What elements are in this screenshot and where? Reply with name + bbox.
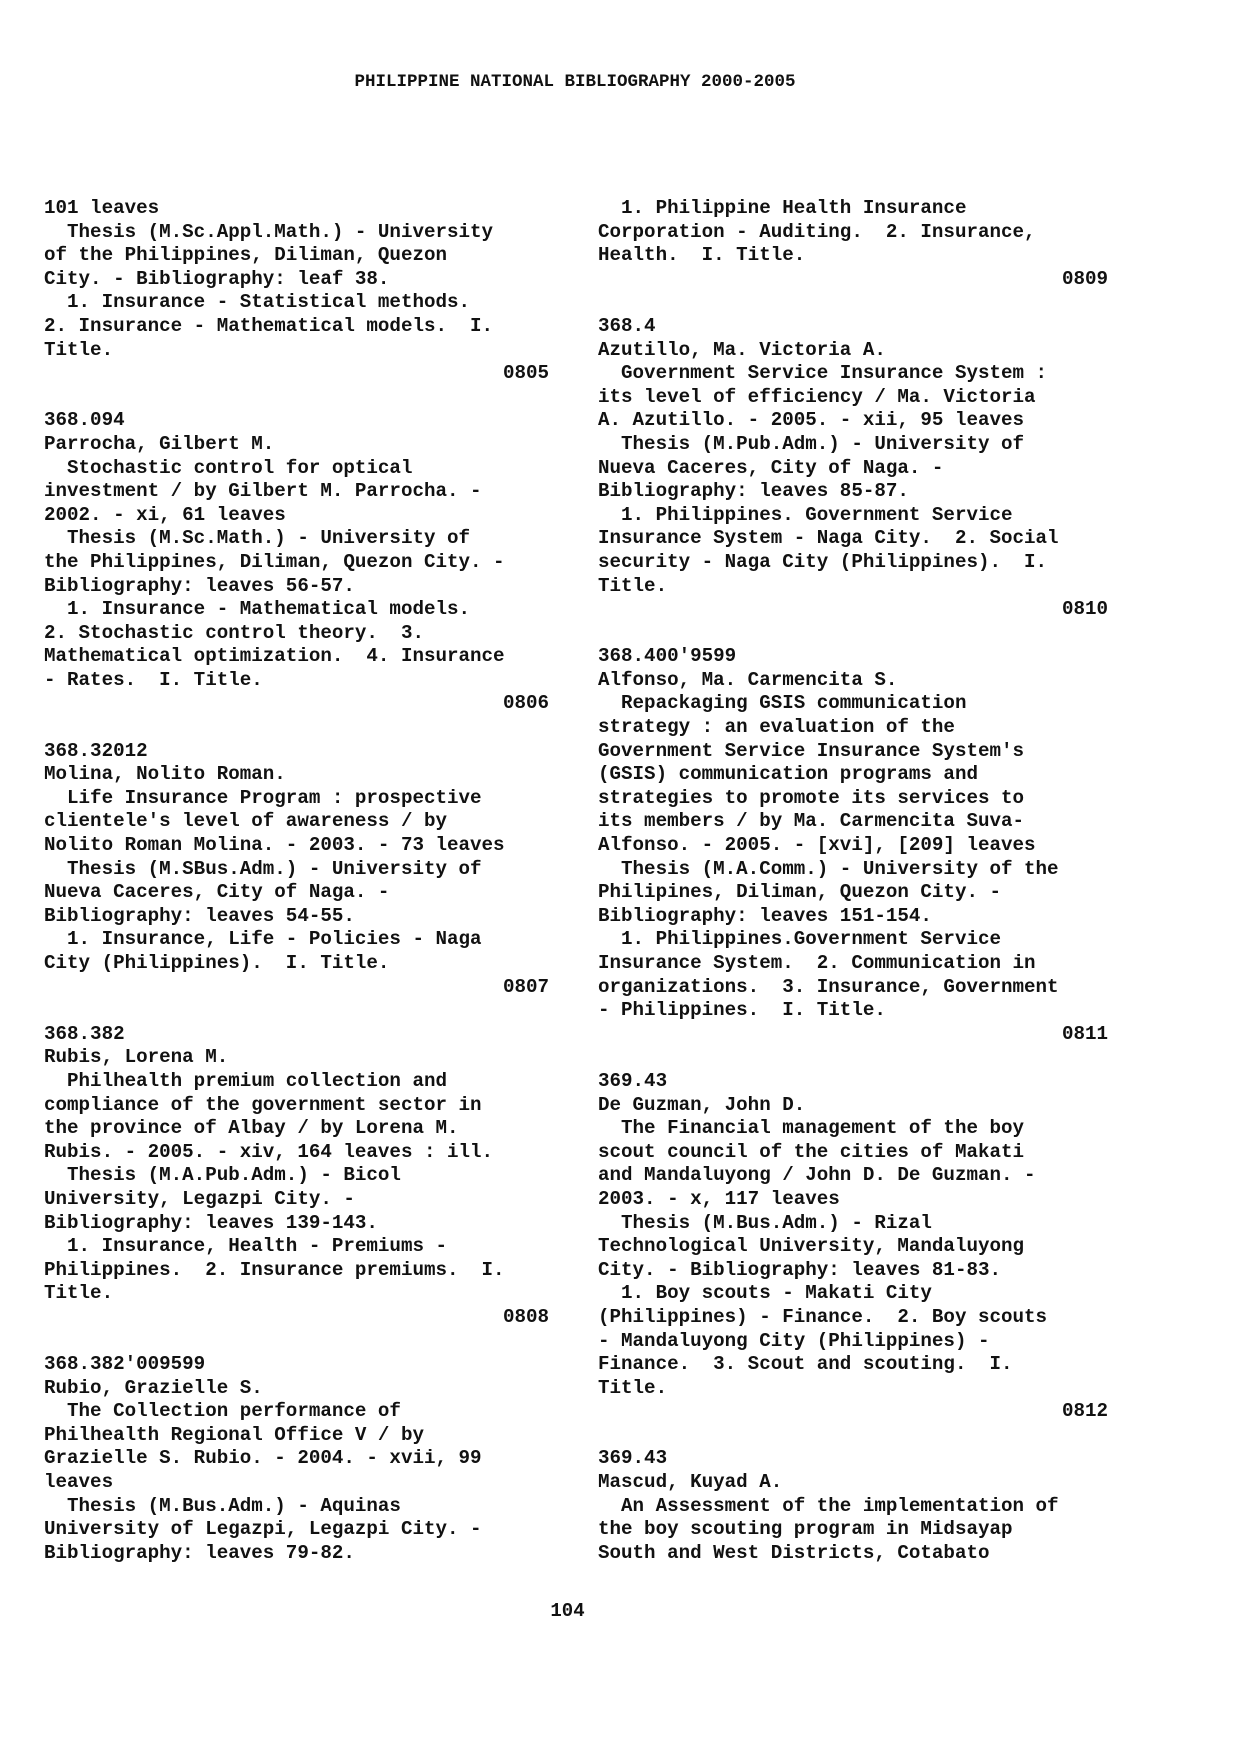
page-number: 104 bbox=[550, 1600, 585, 1622]
entry-spacer bbox=[598, 291, 1108, 315]
entry-spacer bbox=[598, 622, 1108, 646]
entry-line: Bibliography: leaves 54-55. bbox=[44, 904, 355, 927]
entry-line: The Financial management of the boy bbox=[598, 1117, 1025, 1140]
entry-line: - Rates. I. Title. bbox=[44, 668, 263, 691]
entry-line: 2002. - xi, 61 leaves bbox=[44, 503, 286, 526]
entry-line: Philhealth premium collection and bbox=[44, 1069, 448, 1092]
entry-line: Thesis (M.Sc.Appl.Math.) - University bbox=[44, 220, 494, 243]
entry-line: Nueva Caceres, City of Naga. - bbox=[44, 881, 390, 904]
entry-line: De Guzman, John D. bbox=[598, 1093, 806, 1116]
entry-spacer bbox=[44, 1330, 549, 1354]
entry-line: Alfonso, Ma. Carmencita S. bbox=[598, 668, 898, 691]
entry-spacer bbox=[598, 1046, 1108, 1070]
entry-line: 1. Insurance - Statistical methods. bbox=[44, 291, 471, 314]
entry-line: Government Service Insurance System : bbox=[598, 362, 1048, 385]
entry-line: Nueva Caceres, City of Naga. - bbox=[598, 456, 944, 479]
entry-line: 1. Insurance, Life - Policies - Naga bbox=[44, 928, 482, 951]
entry-line: 368.382 bbox=[44, 1022, 125, 1045]
left-column bbox=[44, 197, 549, 1565]
entry-line: 368.400'9599 bbox=[598, 645, 737, 668]
entry-line: City (Philippines). I. Title. bbox=[44, 952, 390, 974]
entry-line: - Mandaluyong City (Philippines) - bbox=[598, 1329, 990, 1352]
entry-line: Bibliography: leaves 139-143. bbox=[44, 1211, 378, 1234]
entry-line: 368.382'009599 bbox=[44, 1353, 206, 1376]
entry-line: the Philippines, Diliman, Quezon City. - bbox=[44, 550, 505, 573]
entry-line: Mascud, Kuyad A. bbox=[598, 1471, 783, 1494]
bibliography-entry bbox=[598, 197, 1108, 291]
entry-line: Nolito Roman Molina. - 2003. - 73 leaves bbox=[44, 834, 505, 857]
entry-line: The Collection performance of bbox=[44, 1400, 401, 1423]
entry-line: Thesis (M.Pub.Adm.) - University of bbox=[598, 432, 1025, 455]
entry-line: - Philippines. I. Title. bbox=[598, 999, 886, 1022]
entry-spacer bbox=[44, 386, 549, 410]
bibliography-entry bbox=[44, 197, 549, 386]
entry-line: Repackaging GSIS communication bbox=[598, 692, 967, 715]
entry-line: Insurance System. 2. Communication in bbox=[598, 952, 1036, 974]
entry-number: 0806 bbox=[502, 692, 549, 715]
entry-line: Rubis, Lorena M. bbox=[44, 1046, 229, 1069]
right-column bbox=[598, 197, 1108, 1565]
entry-line: 1. Boy scouts - Makati City bbox=[598, 1282, 932, 1305]
entry-line: Thesis (M.A.Pub.Adm.) - Bicol bbox=[44, 1164, 401, 1187]
entry-line: Finance. 3. Scout and scouting. I. bbox=[598, 1353, 1013, 1376]
entry-line: Rubio, Grazielle S. bbox=[44, 1376, 263, 1399]
entry-line: Thesis (M.SBus.Adm.) - University of bbox=[44, 857, 482, 880]
bibliography-entry bbox=[44, 740, 549, 1000]
entry-line: 1. Philippine Health Insurance bbox=[598, 197, 967, 219]
entry-line: Philipines, Diliman, Quezon City. - bbox=[598, 881, 1002, 904]
entry-line: Bibliography: leaves 56-57. bbox=[44, 574, 355, 597]
entry-line: its members / by Ma. Carmencita Suva- bbox=[598, 810, 1025, 833]
entry-line: the boy scouting program in Midsayap bbox=[598, 1518, 1013, 1541]
entry-spacer bbox=[44, 716, 549, 740]
entry-line: Title. bbox=[598, 1376, 668, 1399]
entry-number: 0809 bbox=[1061, 267, 1108, 290]
entry-number: 0812 bbox=[1061, 1400, 1108, 1423]
entry-line: strategy : an evaluation of the bbox=[598, 716, 955, 739]
entry-line: compliance of the government sector in bbox=[44, 1093, 482, 1116]
entry-line: clientele's level of awareness / by bbox=[44, 810, 448, 833]
entry-line: South and West Districts, Cotabato bbox=[598, 1541, 990, 1564]
entry-line: Insurance System - Naga City. 2. Social bbox=[598, 527, 1059, 550]
entry-line: Thesis (M.Bus.Adm.) - Aquinas bbox=[44, 1494, 401, 1517]
bibliography-entry bbox=[44, 1023, 549, 1330]
entry-number: 0807 bbox=[502, 975, 549, 998]
entry-line: leaves bbox=[44, 1471, 114, 1494]
entry-line: Molina, Nolito Roman. bbox=[44, 763, 286, 786]
entry-line: the province of Albay / by Lorena M. bbox=[44, 1117, 459, 1140]
entry-line: Thesis (M.A.Comm.) - University of the bbox=[598, 857, 1059, 880]
bibliography-entry bbox=[598, 1070, 1108, 1424]
bibliography-entry bbox=[598, 315, 1108, 622]
entry-line: of the Philippines, Diliman, Quezon bbox=[44, 244, 448, 267]
entry-line: Rubis. - 2005. - xiv, 164 leaves : ill. bbox=[44, 1140, 494, 1163]
entry-line: 2. Insurance - Mathematical models. I. bbox=[44, 314, 494, 337]
entry-line: 2. Stochastic control theory. 3. bbox=[44, 621, 424, 644]
entry-number: 0811 bbox=[1061, 1022, 1108, 1045]
entry-line: Government Service Insurance System's bbox=[598, 739, 1025, 762]
entry-line: Corporation - Auditing. 2. Insurance, bbox=[598, 220, 1036, 243]
entry-spacer bbox=[598, 1424, 1108, 1448]
entry-line: Bibliography: leaves 85-87. bbox=[598, 480, 909, 503]
entry-line: security - Naga City (Philippines). I. bbox=[598, 550, 1048, 573]
entry-line: 368.094 bbox=[44, 409, 125, 432]
entry-line: Parrocha, Gilbert M. bbox=[44, 432, 275, 455]
entry-line: Title. bbox=[598, 574, 668, 597]
bibliography-entry bbox=[44, 1353, 549, 1565]
entry-line: City. - Bibliography: leaf 38. bbox=[44, 267, 390, 290]
entry-line: Title. bbox=[44, 338, 114, 361]
entry-line: Alfonso. - 2005. - [xvi], [209] leaves bbox=[598, 834, 1036, 857]
entry-line: An Assessment of the implementation of bbox=[598, 1494, 1059, 1517]
entry-line: 369.43 bbox=[598, 1069, 668, 1092]
entry-number: 0808 bbox=[502, 1305, 549, 1328]
entry-line: Azutillo, Ma. Victoria A. bbox=[598, 338, 886, 361]
bibliography-entry bbox=[44, 409, 549, 716]
entry-line: 369.43 bbox=[598, 1447, 668, 1470]
entry-line: Bibliography: leaves 79-82. bbox=[44, 1541, 355, 1564]
entry-line: Mathematical optimization. 4. Insurance bbox=[44, 645, 505, 668]
entry-line: 368.32012 bbox=[44, 739, 148, 762]
bibliography-entry bbox=[598, 1447, 1108, 1565]
entry-line: Philhealth Regional Office V / by bbox=[44, 1423, 424, 1446]
entry-line: A. Azutillo. - 2005. - xii, 95 leaves bbox=[598, 409, 1025, 432]
entry-line: strategies to promote its services to bbox=[598, 786, 1025, 809]
entry-line: 1. Philippines.Government Service bbox=[598, 928, 1002, 951]
entry-line: 1. Insurance, Health - Premiums - bbox=[44, 1235, 448, 1258]
entry-line: Thesis (M.Sc.Math.) - University of bbox=[44, 527, 471, 550]
entry-line: Stochastic control for optical bbox=[44, 456, 413, 479]
entry-line: investment / by Gilbert M. Parrocha. - bbox=[44, 480, 482, 503]
entry-line: Philippines. 2. Insurance premiums. I. bbox=[44, 1258, 505, 1281]
entry-line: and Mandaluyong / John D. De Guzman. - bbox=[598, 1164, 1036, 1187]
entry-line: 2003. - x, 117 leaves bbox=[598, 1187, 840, 1210]
entry-line: Health. I. Title. bbox=[598, 244, 806, 267]
entry-line: scout council of the cities of Makati bbox=[598, 1140, 1025, 1163]
entry-line: University of Legazpi, Legazpi City. - bbox=[44, 1518, 482, 1541]
entry-line: Bibliography: leaves 151-154. bbox=[598, 904, 932, 927]
entry-line: 1. Insurance - Mathematical models. bbox=[44, 598, 471, 621]
bibliography-entry bbox=[598, 645, 1108, 1046]
entry-line: 101 leaves bbox=[44, 197, 160, 219]
entry-line: organizations. 3. Insurance, Government bbox=[598, 975, 1059, 998]
entry-line: Life Insurance Program : prospective bbox=[44, 786, 482, 809]
entry-line: (GSIS) communication programs and bbox=[598, 763, 978, 786]
entry-line: Grazielle S. Rubio. - 2004. - xvii, 99 bbox=[44, 1447, 482, 1470]
entry-number: 0810 bbox=[1061, 598, 1108, 621]
entry-number: 0805 bbox=[502, 362, 549, 385]
entry-line: University, Legazpi City. - bbox=[44, 1187, 355, 1210]
entry-spacer bbox=[44, 999, 549, 1023]
page-header: PHILIPPINE NATIONAL BIBLIOGRAPHY 2000-2005 bbox=[354, 72, 796, 92]
entry-line: (Philippines) - Finance. 2. Boy scouts bbox=[598, 1305, 1048, 1328]
entry-line: Thesis (M.Bus.Adm.) - Rizal bbox=[598, 1211, 932, 1234]
entry-line: City. - Bibliography: leaves 81-83. bbox=[598, 1258, 1002, 1281]
entry-line: 368.4 bbox=[598, 314, 656, 337]
entry-line: its level of efficiency / Ma. Victoria bbox=[598, 385, 1036, 408]
entry-line: Technological University, Mandaluyong bbox=[598, 1235, 1025, 1258]
entry-line: 1. Philippines. Government Service bbox=[598, 503, 1013, 526]
entry-line: Title. bbox=[44, 1282, 114, 1305]
